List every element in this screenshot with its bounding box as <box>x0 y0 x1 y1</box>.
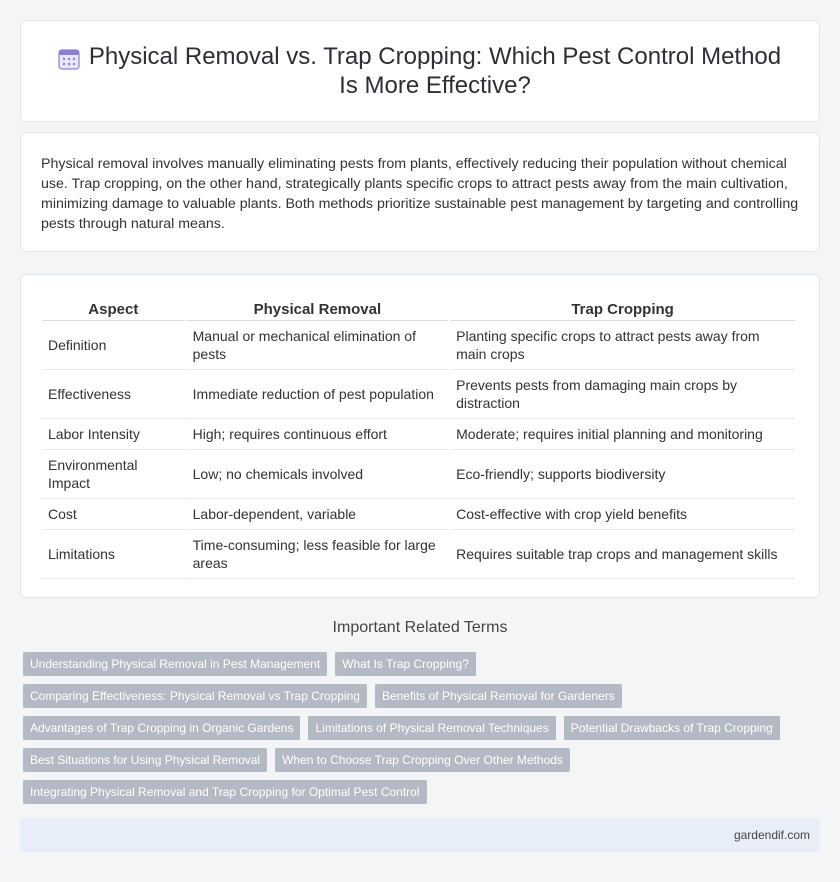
table-header-row <box>42 295 795 321</box>
related-term-tag[interactable]: When to Choose Trap Cropping Over Other Methods <box>275 748 570 772</box>
related-term-tag[interactable]: Limitations of Physical Removal Techniques <box>308 716 555 740</box>
row-physical-removal: Low; no chemicals involved <box>187 450 448 499</box>
footer-site-name[interactable]: gardendif.com <box>733 828 810 842</box>
row-physical-removal: High; requires continuous effort <box>187 419 448 450</box>
row-trap-cropping: Cost-effective with crop yield benefits <box>450 499 795 530</box>
related-terms-heading: Important Related Terms <box>332 619 508 636</box>
table-row <box>42 450 795 499</box>
row-aspect: Environmental Impact <box>42 450 185 499</box>
header-physical-removal: Physical Removal <box>187 295 448 321</box>
footer-bar <box>20 818 820 852</box>
row-trap-cropping: Eco-friendly; supports biodiversity <box>450 450 795 499</box>
row-physical-removal: Time-consuming; less feasible for large areas <box>187 530 448 579</box>
related-term-tag[interactable]: Potential Drawbacks of Trap Cropping <box>564 716 780 740</box>
table-row <box>42 499 795 530</box>
comparison-table-card <box>20 274 820 598</box>
table-row <box>42 370 795 419</box>
row-aspect: Labor Intensity <box>42 419 185 450</box>
row-trap-cropping: Moderate; requires initial planning and monitoring <box>450 419 795 450</box>
related-terms-list <box>23 652 803 812</box>
row-trap-cropping: Planting specific crops to attract pests away from main crops <box>450 321 795 370</box>
header-aspect: Aspect <box>42 295 185 321</box>
related-term-tag[interactable]: What Is Trap Cropping? <box>335 652 476 676</box>
related-term-tag[interactable]: Benefits of Physical Removal for Gardeners <box>375 684 622 708</box>
row-aspect: Definition <box>42 321 185 370</box>
row-trap-cropping: Prevents pests from damaging main crops by distraction <box>450 370 795 419</box>
related-term-tag[interactable]: Integrating Physical Removal and Trap Cropping for Optimal Pest Control <box>23 780 427 804</box>
related-term-tag[interactable]: Comparing Effectiveness: Physical Removal vs Trap Cropping <box>23 684 367 708</box>
table-row <box>42 419 795 450</box>
related-term-tag[interactable]: Understanding Physical Removal in Pest Management <box>23 652 327 676</box>
row-physical-removal: Labor-dependent, variable <box>187 499 448 530</box>
row-physical-removal: Manual or mechanical elimination of pests <box>187 321 448 370</box>
row-aspect: Cost <box>42 499 185 530</box>
intro-card <box>20 132 820 252</box>
row-aspect: Effectiveness <box>42 370 185 419</box>
related-term-tag[interactable]: Best Situations for Using Physical Removal <box>23 748 267 772</box>
row-trap-cropping: Requires suitable trap crops and management skills <box>450 530 795 579</box>
table-row <box>42 530 795 579</box>
title-card <box>20 20 820 122</box>
page-title: Physical Removal vs. Trap Cropping: Which Pest Control Method Is More Effective? <box>88 43 782 99</box>
intro-paragraph: Physical removal involves manually eliminating pests from plants, effectively reducing their population without chemical use. Trap cropping, on the other hand, strategically plants specific crops to attract pests away from the main cultivation, minimizing damage to valuable plants. Both methods prioritize sustainable pest management by targeting and controlling pests through natural means. <box>41 156 799 232</box>
comparison-table <box>40 295 797 579</box>
row-physical-removal: Immediate reduction of pest population <box>187 370 448 419</box>
row-aspect: Limitations <box>42 530 185 579</box>
related-term-tag[interactable]: Advantages of Trap Cropping in Organic Gardens <box>23 716 300 740</box>
header-trap-cropping: Trap Cropping <box>450 295 795 321</box>
table-row <box>42 321 795 370</box>
